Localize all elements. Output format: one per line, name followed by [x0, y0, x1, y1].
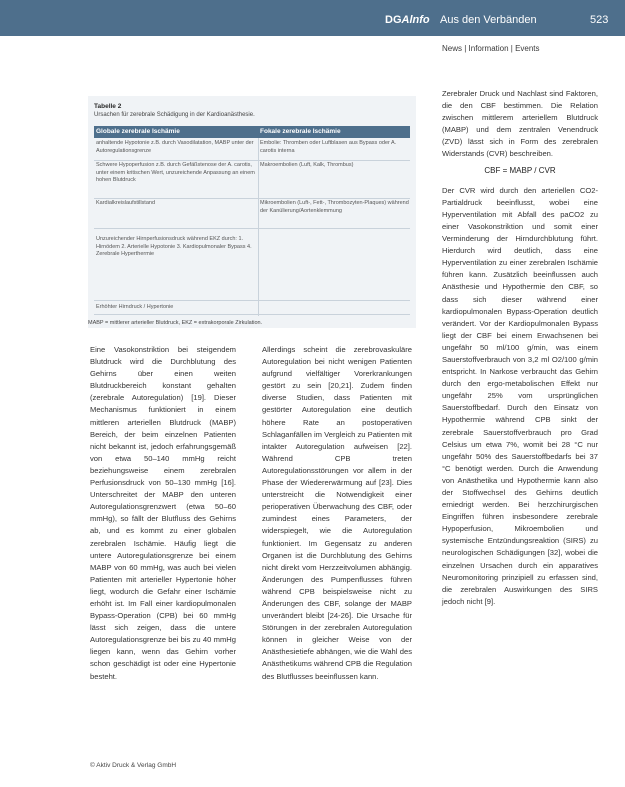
table-row: [94, 140, 410, 161]
table-cell-left: Erhöhter Hirndruck / Hypertonie: [96, 304, 174, 310]
table-cell-left: Schwere Hypoperfusion z.B. durch Gefäßstenose der A. carotis, unter einem kritischen Wert, unzureichende Anpassung an einem hohen Blutdruck: [96, 162, 255, 183]
table-header: [94, 126, 410, 138]
table-subtitle: Ursachen für zerebrale Schädigung in der Kardioanästhesie.: [94, 112, 255, 118]
page-footer: © Aktiv Druck & Verlag GmbH: [90, 762, 177, 769]
table-footnote: MABP = mittlerer arterieller Blutdruck, EKZ = extrakorporale Zirkulation.: [88, 320, 263, 326]
text-column-3: [442, 88, 598, 608]
paragraph: Allerdings scheint die zerebrovaskuläre Autoregulation bei nicht wenigen Patienten aufgrund vielfältiger Vorerkrankungen gestört zu sein [20,21]. Zudem finden diverse Studien, dass Patienten mit gestörter Autoregulation eine deutlich höhere Rate an postoperativen Schlaganfällen im Vergleich zu Patienten mit intakter Autoregulation aufweisen [22]. Während CPB treten Autoregulationsstörungen vor allem in der Phase der Wiedererwärmung auf [23]. Dies unterstreicht die Notwendigkeit einer perioperativen Überwachung des CBF, oder zumindest eines Parameters, der widerspiegelt, wie die Autoregulation funktioniert. Im Gegensatz zu anderen Organen ist die Durchblutung des Gehirns nicht direkt vom Herzzeitvolumen abhängig. Änderungen des Pumpenflusses führen während CPB beispielsweise nicht zu Änderungen des CBF, solange der MABP unverändert bleibt [24-26]. Die Ursache für Störungen in der zerebralen Autoregulation können in gleicher Weise von der Anästhesietiefe abhängen, wie die Wahl des Anästhetikums während CPB die Regulation des Blutflusses beeinflussen kann.: [262, 345, 412, 681]
table-col-left: Globale zerebrale Ischämie: [96, 128, 180, 135]
table-divider: [258, 138, 259, 316]
formula: CBF = MABP / CVR: [484, 165, 556, 175]
text-column-1: [90, 344, 236, 683]
table-row: [94, 236, 410, 301]
header-bar: [0, 0, 625, 36]
table-cell-right: Makroembolien (Luft, Kalk, Thrombus): [260, 162, 354, 168]
table-cell-left: Unzureichender Hirnperfusionsdruck während EKZ durch: 1. Hirnödem 2. Arterielle Hypotonie 3. Kardiopulmonaler Bypass 4. Zerebrale Hyperthermie: [96, 236, 252, 257]
table-col-right: Fokale zerebrale Ischämie: [260, 128, 341, 135]
section-title: Aus den Verbänden: [440, 14, 537, 26]
paragraph: Zerebraler Druck und Nachlast sind Faktoren, die den CBF bestimmen. Die Relation zwischen mittlerem arteriellem Blutdruck (MABP) und dem zentralen Venendruck (ZVD) lässt sich in Form des zerebralen Widerstands (CVR) beschreiben.: [442, 89, 598, 159]
table-row: [94, 304, 410, 315]
subnav: News | Information | Events: [442, 44, 540, 53]
table-cell-right: Embolie: Thromben oder Luftblasen aus Bypass oder A. carotis interna: [260, 140, 397, 154]
table-cell-left: anhaltende Hypotonie z.B. durch Vasodilatation, MABP unter der Autoregulationsgrenze: [96, 140, 254, 154]
journal-brand: DGAlnfo: [385, 14, 430, 26]
text-column-2: [262, 344, 412, 683]
paragraph: Der CVR wird durch den arteriellen CO2-Partialdruck beeinflusst, wobei eine Hyperventilation mit Abfall des paCO2 zu einer Vasokonstriktion und somit einer Verminderung der Hirndurchblutung führt. Hierdurch wird deutlich, dass eine Hyperventilation zu einer zerebralen Ischämie führen kann. Zusätzlich beeinflussen auch Anästhesie und Hypothermie den CBF, so dass sich dieser während einer kardiopulmonalen Bypass-Operation deutlich verändert. Vor der Kardiopulmonalen Bypass liegt der CBF bei einem Erwachsenen bei ungefähr 50 ml/100 g/min, was einem Sauerstoffverbrauch von 3,2 ml O2/100 g/min entspricht. In Narkose verbraucht das Gehirn durch den ergo-metabolischen Effekt nur ungefähr 25% vom ursprünglichen Sauerstoffbedarf. Durch den Einsatz von Hypothermie während CPB sinkt der zerebrale Sauerstoffverbrauch pro Grad Celsius um etwa 7%, womit bei 28 °C nur ungefähr 50% des Sauerstoffbedarfs bei 37 °C benötigt werden. Durch die Anwendung von Anästhetika und Hypothermie kann also der Stoffwechsel des Gehirns deutlich erniedrigt werden. Bei herzchirurgischen Eingriffen führen insbesondere zerebrale Hypoperfusion, Mikroembolien und systemische Entzündungsreaktion (SIRS) zu neurologischen Schädigungen [32], wobei die einzelnen Ursachen durch ein apparatives Neuromonitoring prinzipiell zu erfassen sind, die zerebralen Auswirkungen des SIRS jedoch nicht [9].: [442, 185, 598, 606]
paragraph: Eine Vasokonstriktion bei steigendem Blutdruck wird die Durchblutung des Gehirns über einen weiten Blutdruckbereich konstant gehalten (zerebrale Autoregulation) [19]. Dieser Mechanismus funktioniert in einem mittleren arteriellen Blutdruck (MABP) Bereich, der beim einzelnen Patienten nicht bekannt ist, jedoch erfahrungsgemäß von etwa 50–140 mmHg reicht beziehungsweise einem zerebralen Perfusionsdruck von 50–130 mmHg [16]. Unterschreitet der MABP den unteren Autoregulationsgrenzwert (etwa 50–60 mmHg), so fällt der Blutfluss des Gehirns ab, und es kommt zu einer globalen zerebralen Ischämie. Häufig liegt die untere Autoregulationsgrenze bei einem MABP von 60 mmHg, was auch bei vielen Patienten mit arterieller Hypertonie höher liegt, wodurch die Gefahr einer Ischämie erhöht ist. Im Fall einer kardiopulmonalen Bypass-Operation (CPB) bei 60 mmHg lässt sich zeigen, dass die untere Autoregulationsgrenze bei bis zu 40 mmHg liegen kann, wenn das Gehirn vorher schon geschädigt ist oder eine Hypertonie besteht.: [90, 345, 236, 681]
table-title: Tabelle 2: [94, 103, 122, 110]
page-number: 523: [590, 14, 609, 26]
table-cell-right: Mikroembolien (Luft-, Fett-, Thrombozyten-Plaques) während der Kanülierung/Aortenklemmung: [260, 200, 409, 214]
table-row: [94, 200, 410, 229]
table-cell-left: Kardialkreislaufstillstand: [96, 200, 155, 206]
table-row: [94, 162, 410, 199]
